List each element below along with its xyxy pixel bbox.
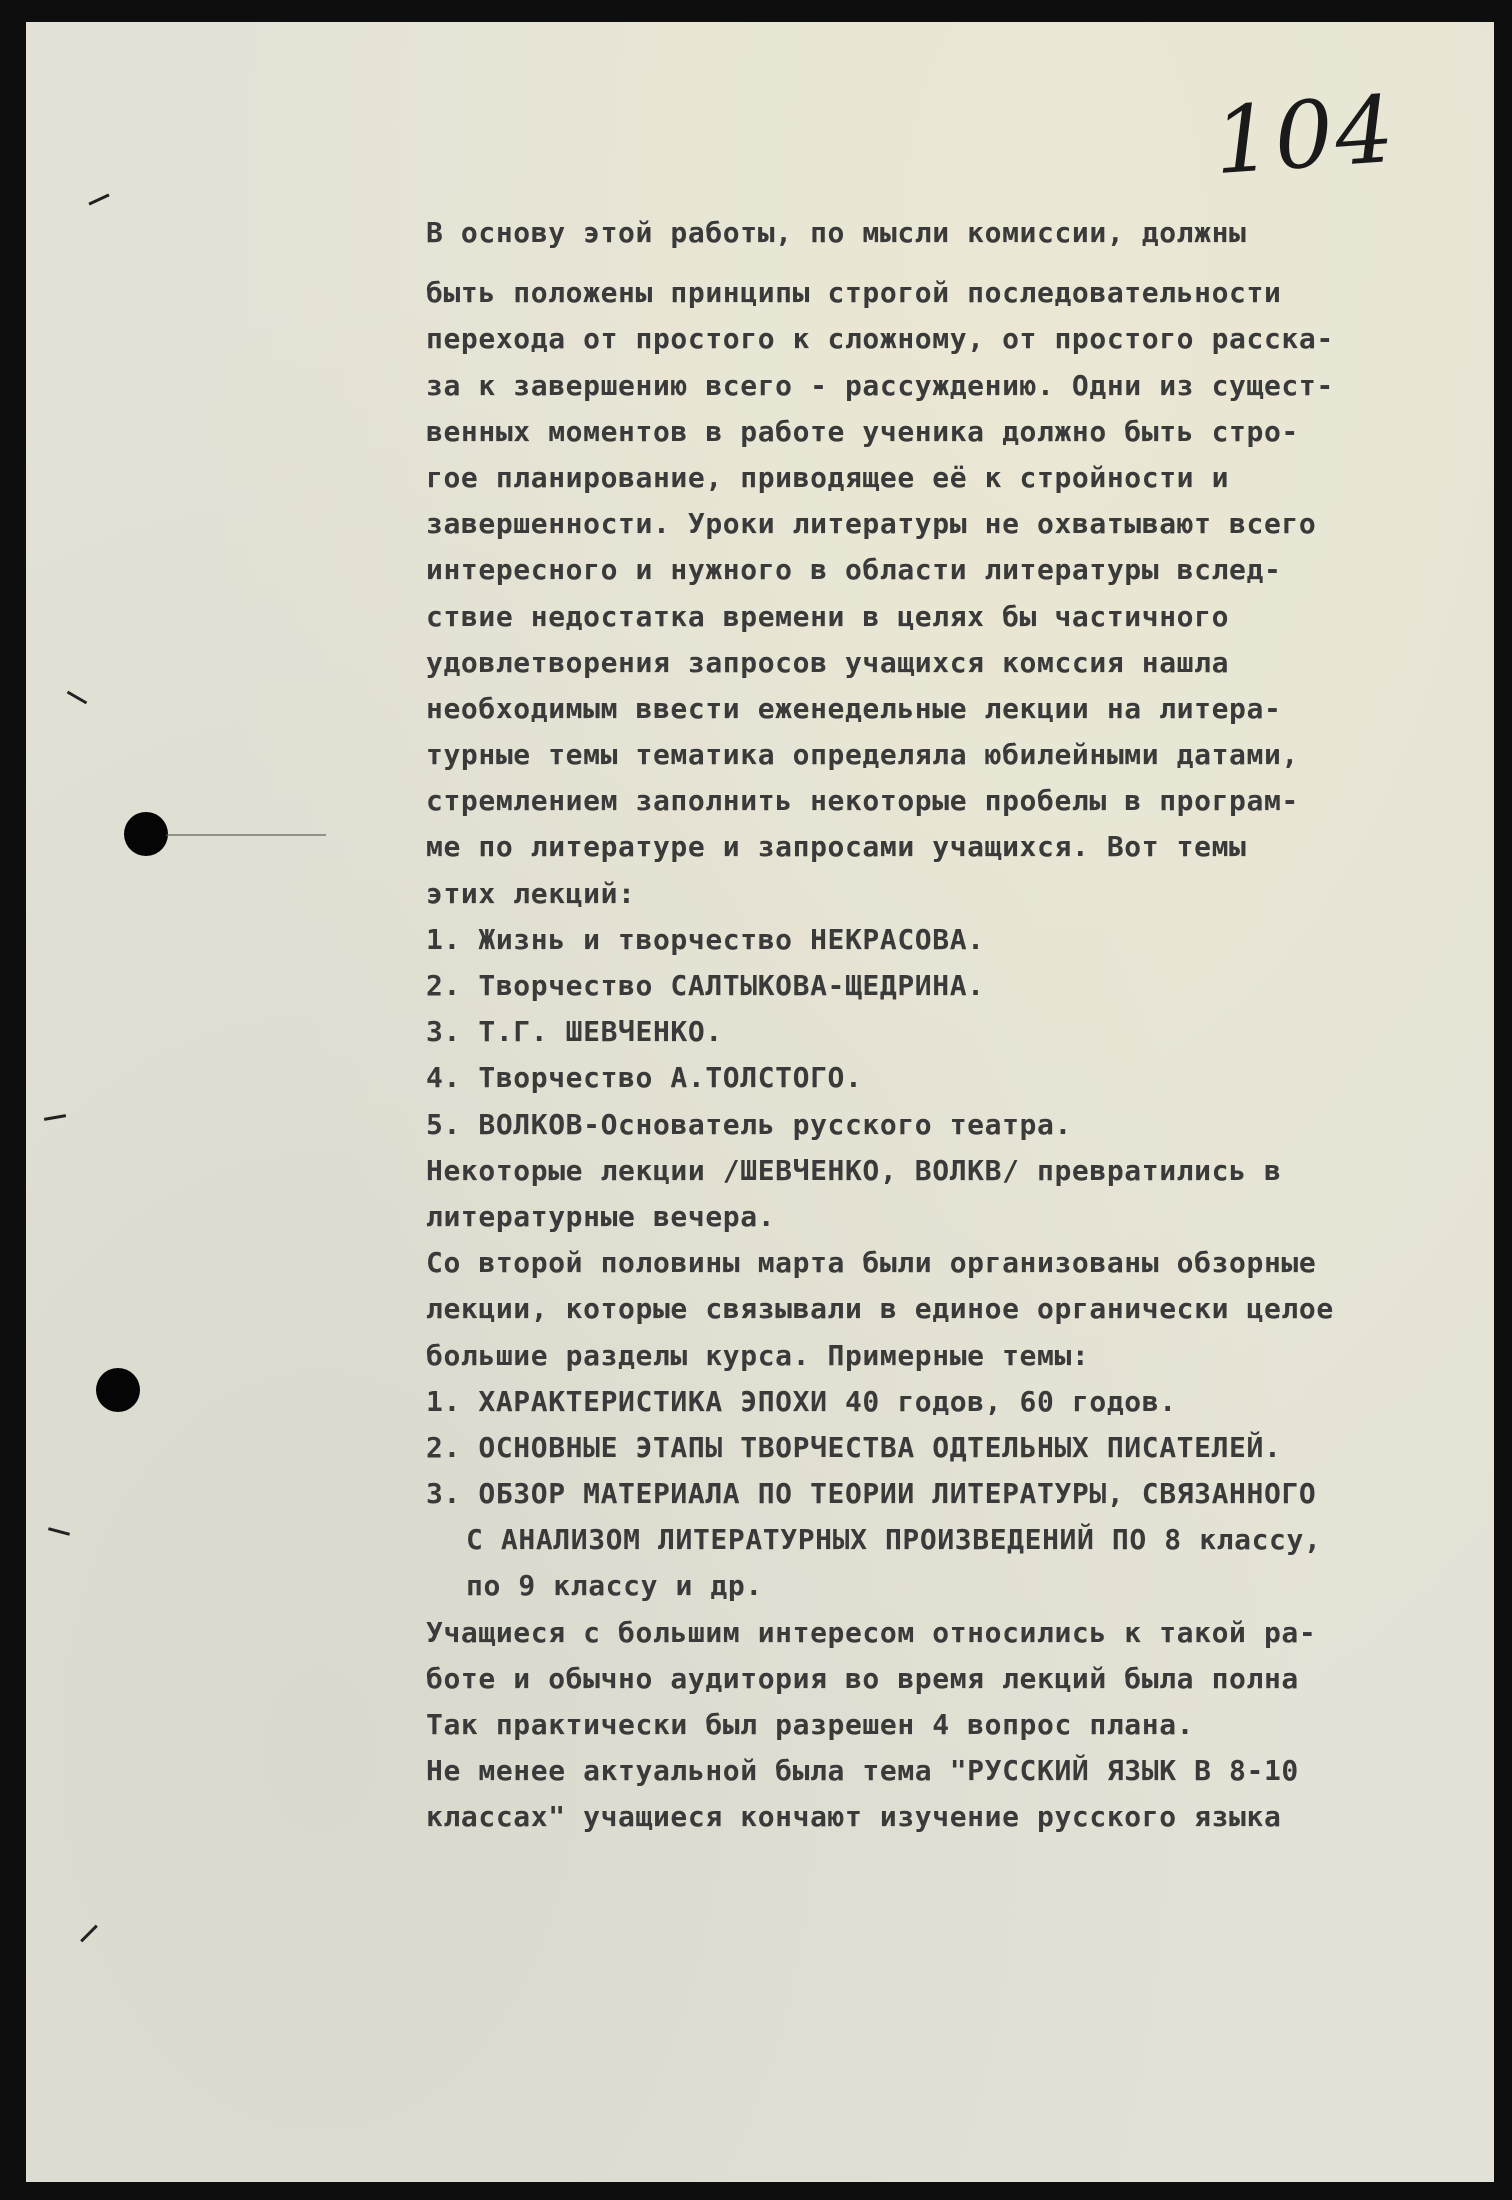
text-line: завершенности. Уроки литературы не охватывают всего xyxy=(426,507,1317,541)
text-line: венных моментов в работе ученика должно быть стро- xyxy=(426,414,1299,448)
list-item-continuation: С АНАЛИЗОМ ЛИТЕРАТУРНЫХ ПРОИЗВЕДЕНИЙ ПО 8 классу, xyxy=(466,1523,1322,1557)
text-line: классах" учащиеся кончают изучение русского языка xyxy=(426,1800,1282,1834)
text-line: Учащиеся с большим интересом относились к такой ра- xyxy=(426,1615,1317,1649)
margin-tick-mark xyxy=(88,193,109,205)
text-line: быть положены принципы строгой последовательности xyxy=(426,276,1282,310)
text-line: Так практически был разрешен 4 вопрос плана. xyxy=(426,1708,1195,1741)
text-line: литературные вечера. xyxy=(426,1199,776,1233)
typed-text-block xyxy=(426,210,1426,1841)
pencil-mark xyxy=(166,834,326,836)
text-line: перехода от простого к сложному, от простого расска- xyxy=(426,322,1334,356)
list-item: 2. Творчество САЛТЫКОВА-ЩЕДРИНА. xyxy=(426,969,985,1002)
margin-tick-mark xyxy=(44,1114,66,1121)
text-line: стремлением заполнить некоторые пробелы в програм- xyxy=(426,784,1299,818)
list-item: 3. ОБЗОР МАТЕРИАЛА ПО ТЕОРИИ ЛИТЕРАТУРЫ, СВЯЗАННОГО xyxy=(426,1477,1317,1511)
list-item: 2. ОСНОВНЫЕ ЭТАПЫ ТВОРЧЕСТВА ОДТЕЛЬНЫХ ПИСАТЕЛЕЙ. xyxy=(426,1430,1282,1464)
margin-tick-mark xyxy=(80,1925,98,1943)
text-line: боте и обычно аудитория во время лекций была полна xyxy=(426,1661,1299,1695)
text-line: большие разделы курса. Примерные темы: xyxy=(426,1338,1090,1372)
text-line: Не менее актуальной была тема "РУССКИЙ ЯЗЫК В 8-10 xyxy=(426,1754,1299,1788)
margin-tick-mark xyxy=(67,691,88,705)
list-item: 1. Жизнь и творчество НЕКРАСОВА. xyxy=(426,922,985,956)
text-line: этих лекций: xyxy=(426,876,636,910)
text-line: В основу этой работы, по мысли комиссии, должны xyxy=(426,216,1247,249)
text-line: гое планирование, приводящее её к стройности и xyxy=(426,460,1230,494)
punch-hole-bottom xyxy=(96,1368,140,1412)
text-line: интересного и нужного в области литературы вслед- xyxy=(426,553,1282,587)
text-line: за к завершению всего - рассуждению. Одни из сущест- xyxy=(426,368,1334,402)
list-item: 4. Творчество А.ТОЛСТОГО. xyxy=(426,1061,863,1095)
text-line: Некоторые лекции /ШЕВЧЕНКО, ВОЛКВ/ превратились в xyxy=(426,1153,1282,1187)
list-item: 1. ХАРАКТЕРИСТИКА ЭПОХИ 40 годов, 60 годов. xyxy=(426,1384,1177,1418)
list-item-continuation: по 9 классу и др. xyxy=(466,1569,763,1603)
punch-hole-top xyxy=(124,812,168,856)
margin-tick-mark xyxy=(48,1527,70,1536)
text-line: лекции, которые связывали в единое органически целое xyxy=(426,1292,1334,1326)
text-line: необходимым ввести еженедельные лекции на литера- xyxy=(426,691,1282,725)
list-item: 5. ВОЛКОВ-Основатель русского театра. xyxy=(426,1107,1072,1141)
text-line: турные темы тематика определяла юбилейными датами, xyxy=(426,738,1299,772)
text-line: ствие недостатка времени в целях бы частичного xyxy=(426,599,1230,633)
handwritten-page-number: 104 xyxy=(1210,75,1400,196)
list-item: 3. Т.Г. ШЕВЧЕНКО. xyxy=(426,1015,723,1049)
text-line: ме по литературе и запросами учащихся. Вот темы xyxy=(426,830,1247,864)
text-line: Со второй половины марта были организованы обзорные xyxy=(426,1246,1317,1280)
text-line: удовлетворения запросов учащихся комссия нашла xyxy=(426,645,1230,679)
